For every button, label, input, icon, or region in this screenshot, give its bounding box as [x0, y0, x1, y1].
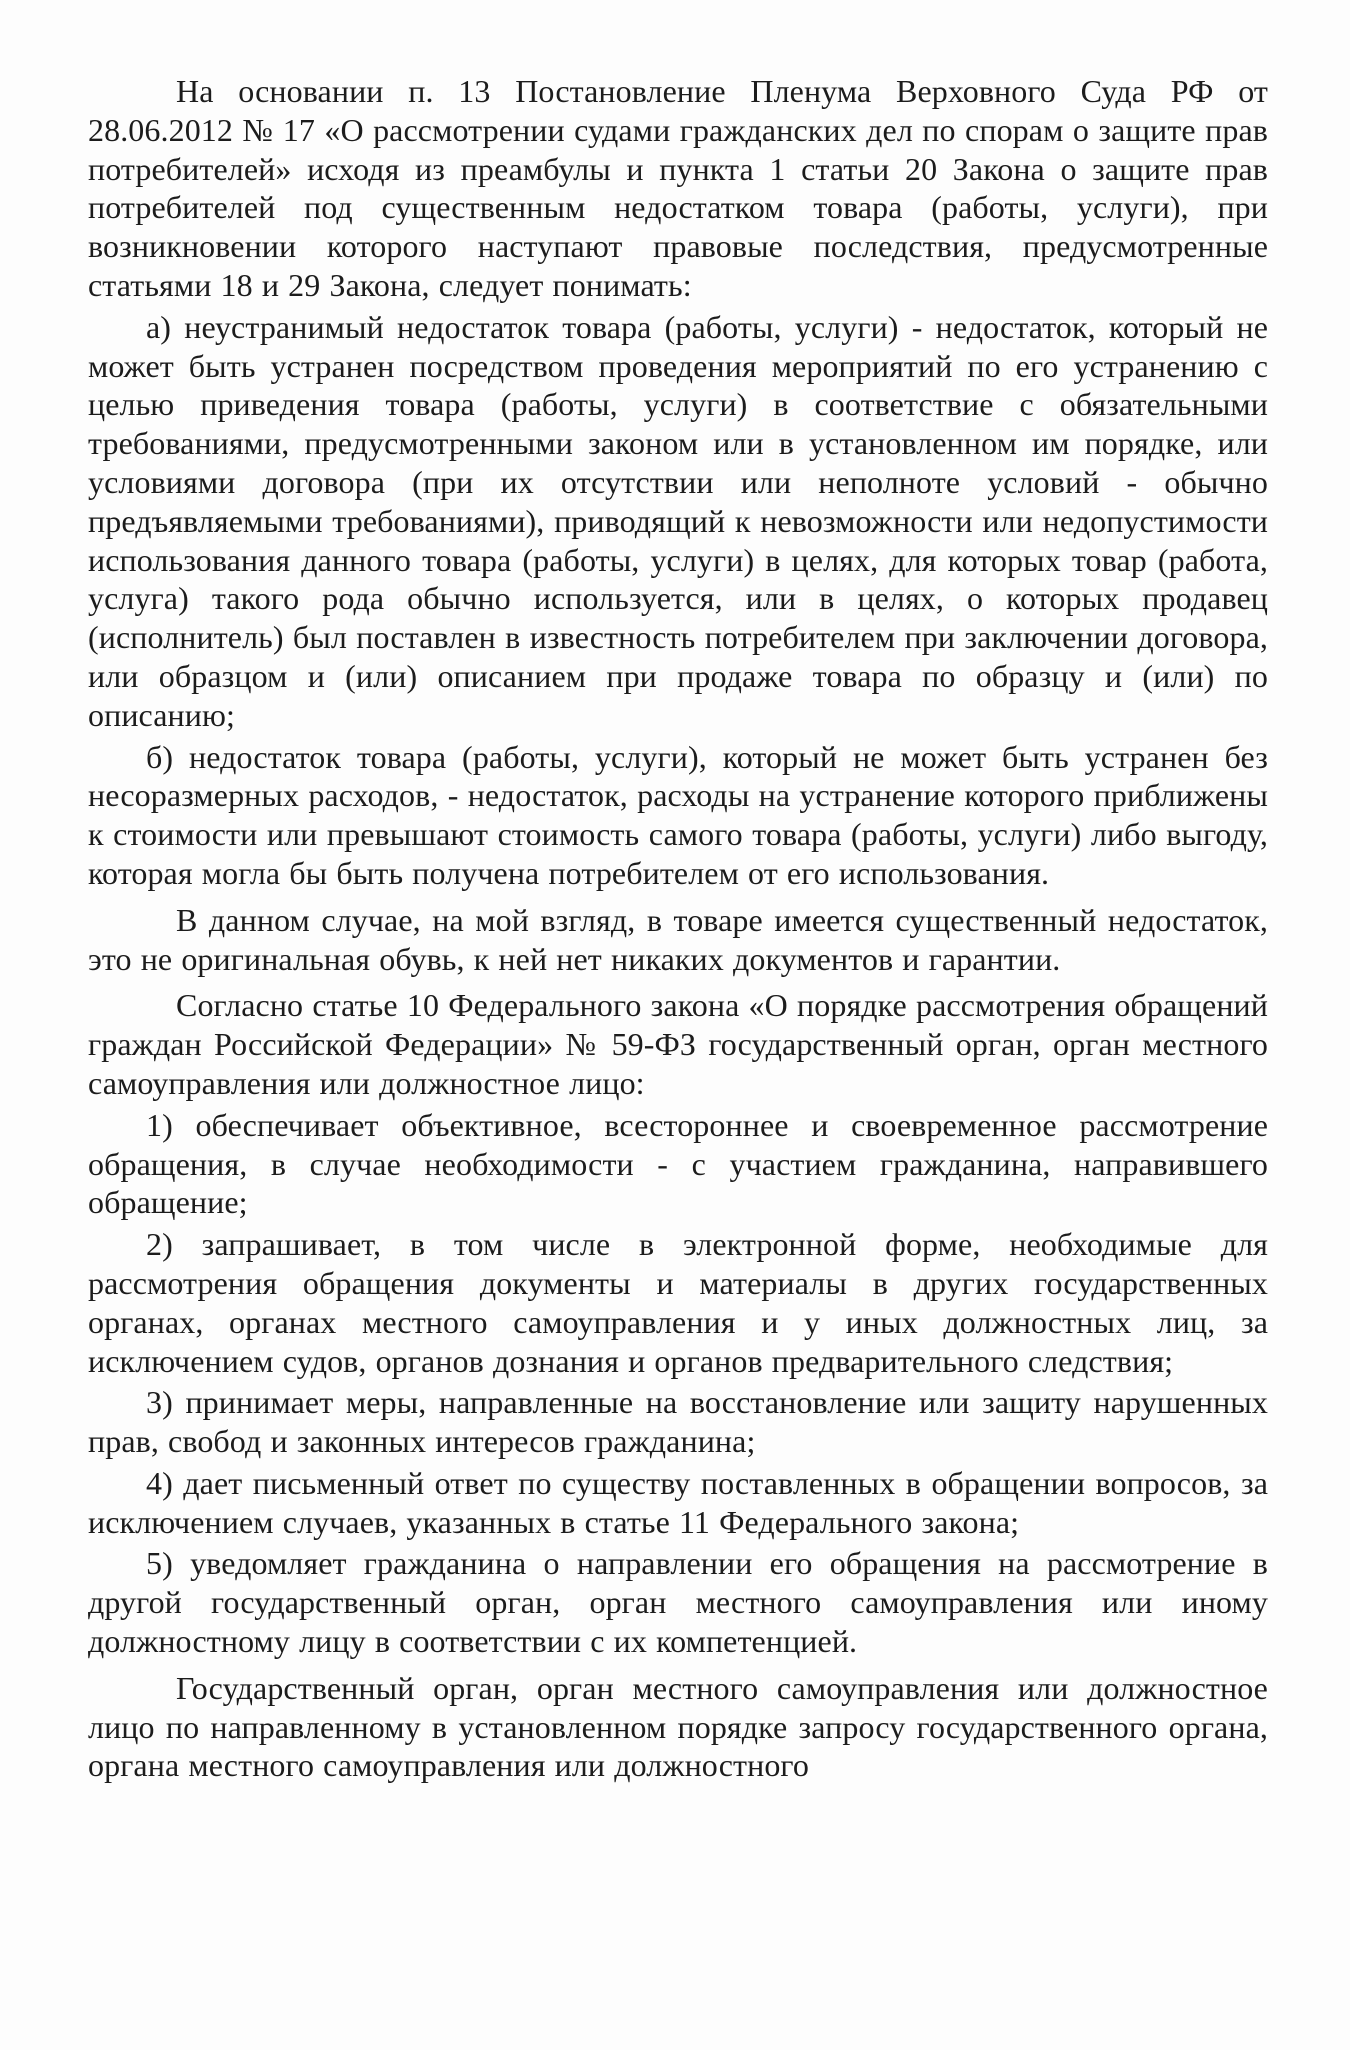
paragraph-item-b: б) недостаток товара (работы, услуги), который не может быть устранен без несоразмерных расходов, - недостаток, расходы на устранение которого приближены к стоимости или превышают стоимость самого товара (работы, услуги) либо выгоду, которая могла бы быть получена потребителем от его использования.	[88, 738, 1268, 891]
paragraph-opinion: В данном случае, на мой взгляд, в товаре имеется существенный недостаток, это не оригинальная обувь, к ней нет никаких документов и гарантии.	[88, 901, 1268, 977]
paragraph-item-3: 3) принимает меры, направленные на восстановление или защиту нарушенных прав, свобод и законных интересов гражданина;	[88, 1384, 1268, 1460]
paragraph-item-a: а) неустранимый недостаток товара (работы, услуги) - недостаток, который не может быть устранен посредством проведения мероприятий по его устранению с целью приведения товара (работы, услуги) в соответствие с обязательными требованиями, предусмотренными законом или в установленном им порядке, или условиями договора (при их отсутствии или неполноте условий - обычно предъявляемыми требованиями), приводящий к невозможности или недопустимости использования данного товара (работы, услуги) в целях, для которых товар (работа, услуга) такого рода обычно используется, или в целях, о которых продавец (исполнитель) был поставлен в известность потребителем при заключении договора, или образцом и (или) описанием при продаже товара по образцу и (или) по описанию;	[88, 308, 1268, 733]
paragraph-closing: Государственный орган, орган местного самоуправления или должностное лицо по направленному в установленном порядке запросу государственного органа, органа местного самоуправления или должностного	[88, 1669, 1268, 1784]
paragraph-article-10: Согласно статье 10 Федерального закона «О порядке рассмотрения обращений граждан Российской Федерации» № 59-ФЗ государственный орган, орган местного самоуправления или должностное лицо:	[88, 987, 1268, 1101]
paragraph-item-1: 1) обеспечивает объективное, всестороннее и своевременное рассмотрение обращения, в случае необходимости - с участием гражданина, направившего обращение;	[88, 1106, 1268, 1221]
paragraph-item-5: 5) уведомляет гражданина о направлении его обращения на рассмотрение в другой государственный орган, орган местного самоуправления или иному должностному лицу в соответствии с их компетенцией.	[88, 1545, 1268, 1660]
paragraph-item-4: 4) дает письменный ответ по существу поставленных в обращении вопросов, за исключением случаев, указанных в статье 11 Федерального закона;	[88, 1464, 1268, 1540]
paragraph-item-2: 2) запрашивает, в том числе в электронной форме, необходимые для рассмотрения обращения документы и материалы в других государственных органах, органах местного самоуправления и у иных должностных лиц, за исключением судов, органов дознания и органов предварительного следствия;	[88, 1226, 1268, 1379]
paragraph-intro: На основании п. 13 Постановление Пленума Верховного Суда РФ от 28.06.2012 № 17 «О рассмотрении судами гражданских дел по спорам о защите прав потребителей» исходя из преамбулы и пункта 1 статьи 20 Закона о защите прав потребителей под существенным недостатком товара (работы, услуги), при возникновении которого наступают правовые последствия, предусмотренные статьями 18 и 29 Закона, следует понимать:	[88, 73, 1268, 303]
